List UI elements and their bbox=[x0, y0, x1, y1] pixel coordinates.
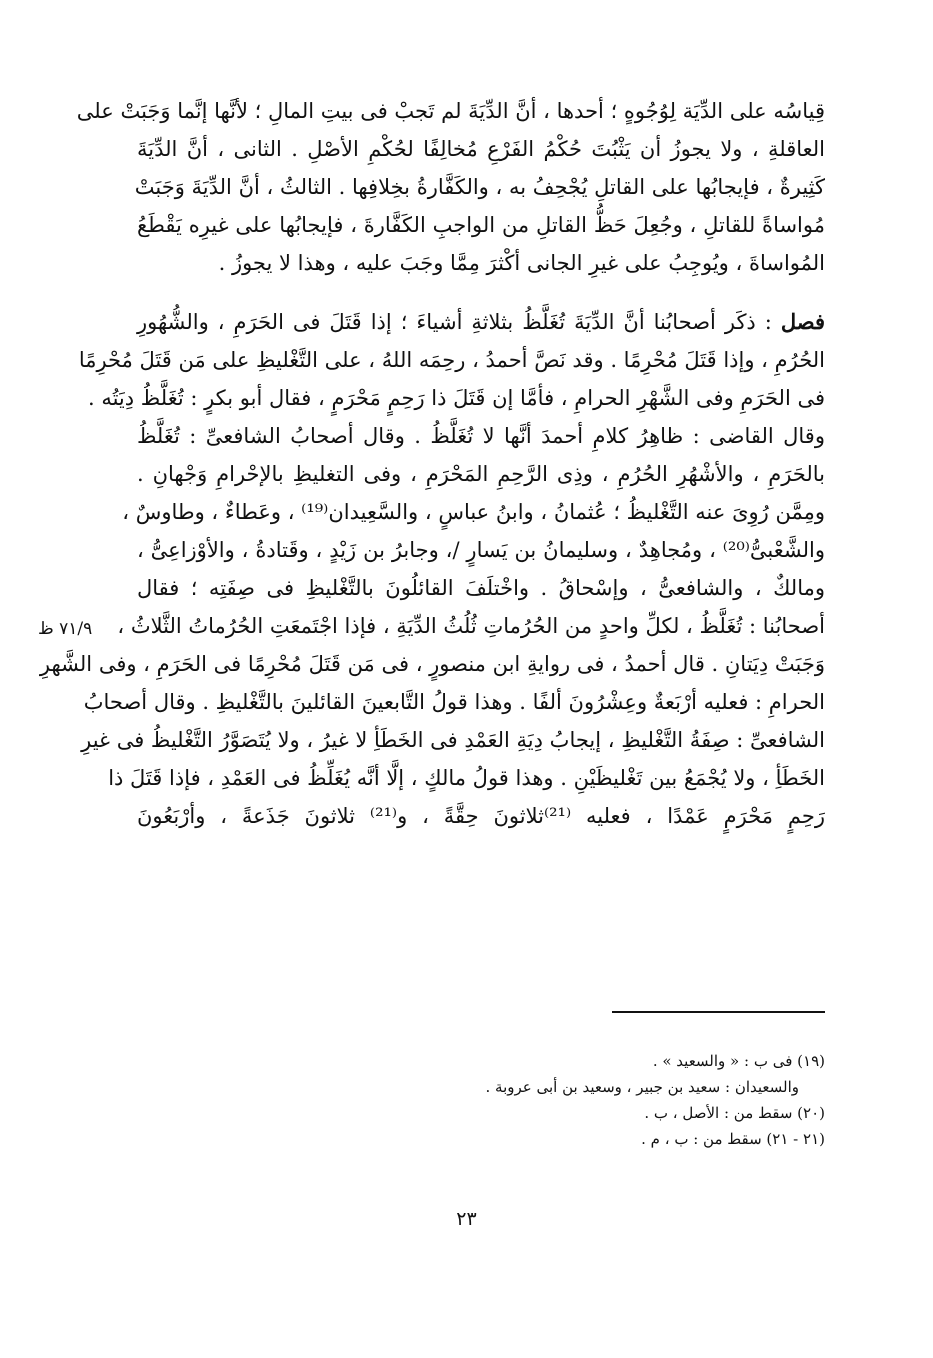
footnote-19: (١٩) فى ب : « والسعيد » . bbox=[652, 1052, 825, 1070]
text-line: مُواساةً للقاتلِ ، وجُعِلَ حَظُّ القاتلِ من الواجبِ الكَفَّارةَ ، فإيجابُها على غيرِه يَقْطَعُ bbox=[137, 213, 825, 237]
text-line: بالحَرَمِ ، والأشْهُرِ الحُرُمِ ، وذِى الرَّحِمِ المَحْرَمِ ، وفى التغليظِ بالإحْرامِ وَجْهانِ . bbox=[137, 462, 825, 486]
text-line: الحرامِ : فعليه أرْبَعةٌ وعِشْرُونَ ألفًا . وهذا قولُ التَّابعينَ القائلينَ بالتَّغْليظِ . وقال أصحابُ bbox=[83, 690, 825, 714]
text-line: أصحابُنا : تُغَلَّظُ ، لكلِّ واحدٍ من الحُرُماتِ ثُلُثُ الدِّيَةِ ، فإذا اجْتَمعَتِ الحُرُماتُ الثَّلاثُ ، bbox=[117, 614, 825, 638]
text-line-first bbox=[137, 303, 825, 341]
footnote-separator bbox=[612, 1011, 825, 1013]
first-line-rest: : ذكَر أصحابُنا أنَّ الدِّيَةَ تُغَلَّظُ بثلاثةِ أشياءَ ؛ إذا قَتَلَ فى الحَرَمِ ، والشُّهُورِ bbox=[137, 310, 781, 334]
page-number: ٢٣ bbox=[456, 1208, 477, 1230]
footnote-20: (٢٠) سقط من : الأصل ، ب . bbox=[644, 1104, 825, 1122]
text-line: الحُرُمِ ، وإذا قَتَلَ مُحْرِمًا . وقد نَصَّ أحمدُ ، رحِمَه اللهُ ، على التَّغْليظِ على مَن قَتَلَ مُحْرِمًا bbox=[78, 348, 825, 372]
text-line: فى الحَرَمِ وفى الشَّهْرِ الحرامِ ، فأمَّا إن قَتَلَ ذا رَحِمٍ مَحْرَمٍ ، فقال أبو بكرٍ : تُغَلَّظُ دِيَتُه . bbox=[87, 386, 825, 410]
text-line: وَجَبَتْ دِيَتانِ . قال أحمدُ ، فى روايةِ ابن منصورٍ ، فى مَن قَتَلَ مُحْرِمًا فى الحَرَمِ ، وفى الشَّهرِ bbox=[39, 652, 825, 676]
text-line: قِياسُه على الدِّيَة لِوُجُوهٍ ؛ أحدها ، أنَّ الدِّيَةَ لم تَجبْ فى بيتِ المالِ ؛ لأنَّها إنَّما وَجَبَتْ على bbox=[76, 99, 825, 123]
text-line: رَحِمٍ مَحْرَمٍ عَمْدًا ، فعليه ⁽²¹⁾ثلاثونَ حِقَّةً ، و⁽²¹⁾ ثلاثونَ جَذَعةً ، وأرْبَعُونَ bbox=[137, 804, 825, 828]
text-line: والشَّعْبىُّ⁽²⁰⁾ ، ومُجاهِدٌ ، وسليمانُ بن يَسارٍ /، وجابرُ بن زَيْدٍ ، وقَتادةُ ، والأوْزاعِىُّ ، bbox=[137, 538, 825, 562]
manuscript-folio-note: ٧١/٩ ظ bbox=[38, 619, 93, 639]
text-line: ومالكٌ ، والشافعىُّ ، وإسْحاقُ . واخْتلَفَ القائلُونَ بالتَّغْليظِ فى صِفَتِه ؛ فقال bbox=[137, 576, 825, 600]
footnotes bbox=[225, 1048, 825, 1152]
text-line: ومِمَّن رُوِىَ عنه التَّغْليظُ ؛ عُثمانُ ، وابنُ عباسٍ ، والسَّعِيدان⁽¹⁹⁾ ، وعَطاءٌ ، وطاوسٌ ، bbox=[122, 500, 825, 524]
footnote-21: (٢١ - ٢١) سقط من : ب ، م . bbox=[641, 1130, 825, 1148]
text-line: وقال القاضى : ظاهِرُ كلامِ أحمدَ أنَّها لا تُغَلَّظُ . وقال أصحابُ الشافعىِّ : تُغَلَّظُ bbox=[137, 424, 825, 448]
text-line: كَثِيرةٌ ، فإيجابُها على القاتلِ يُجْحِفُ به ، والكَفَّارةُ بخِلافِها . الثالثُ ، أنَّ الدِّيَةَ وَجَبَتْ bbox=[134, 175, 825, 199]
text-line: الخَطَأِ ، ولا يُجْمَعُ بين تَغْليظَيْنِ . وهذا قولُ مالكٍ ، إلَّا أنَّه يُغَلِّظُ فى العَمْدِ ، فإذا قَتَلَ ذا bbox=[108, 766, 825, 790]
text-line: المُواساةَ ، ويُوجِبُ على غيرِ الجانى أكْثرَ مِمَّا وجَبَ عليه ، وهذا لا يجوزُ . bbox=[218, 251, 825, 275]
footnote-19-detail: والسعيدان : سعيد بن جبير ، وسعيد بن أبى عروبة . bbox=[485, 1078, 799, 1096]
paragraph-gap bbox=[137, 282, 825, 303]
section-heading-word: فصل bbox=[780, 309, 825, 334]
text-line: الشافعىِّ : صِفَةُ التَّغْليظِ ، إيجابُ دِيَةِ العَمْدِ فى الخَطَأِ لا غيرُ ، ولا يُتَصَوَّرُ التَّغْليظُ فى غيرِ bbox=[81, 728, 825, 752]
text-line: العاقلةِ ، ولا يجوزُ أن يَثْبُتَ حُكْمُ الفَرْعِ مُخالِفًا لحُكْمِ الأصْلِ . الثانى ، أنَّ الدِّيَةَ bbox=[137, 137, 825, 161]
paragraph-1 bbox=[76, 92, 825, 282]
